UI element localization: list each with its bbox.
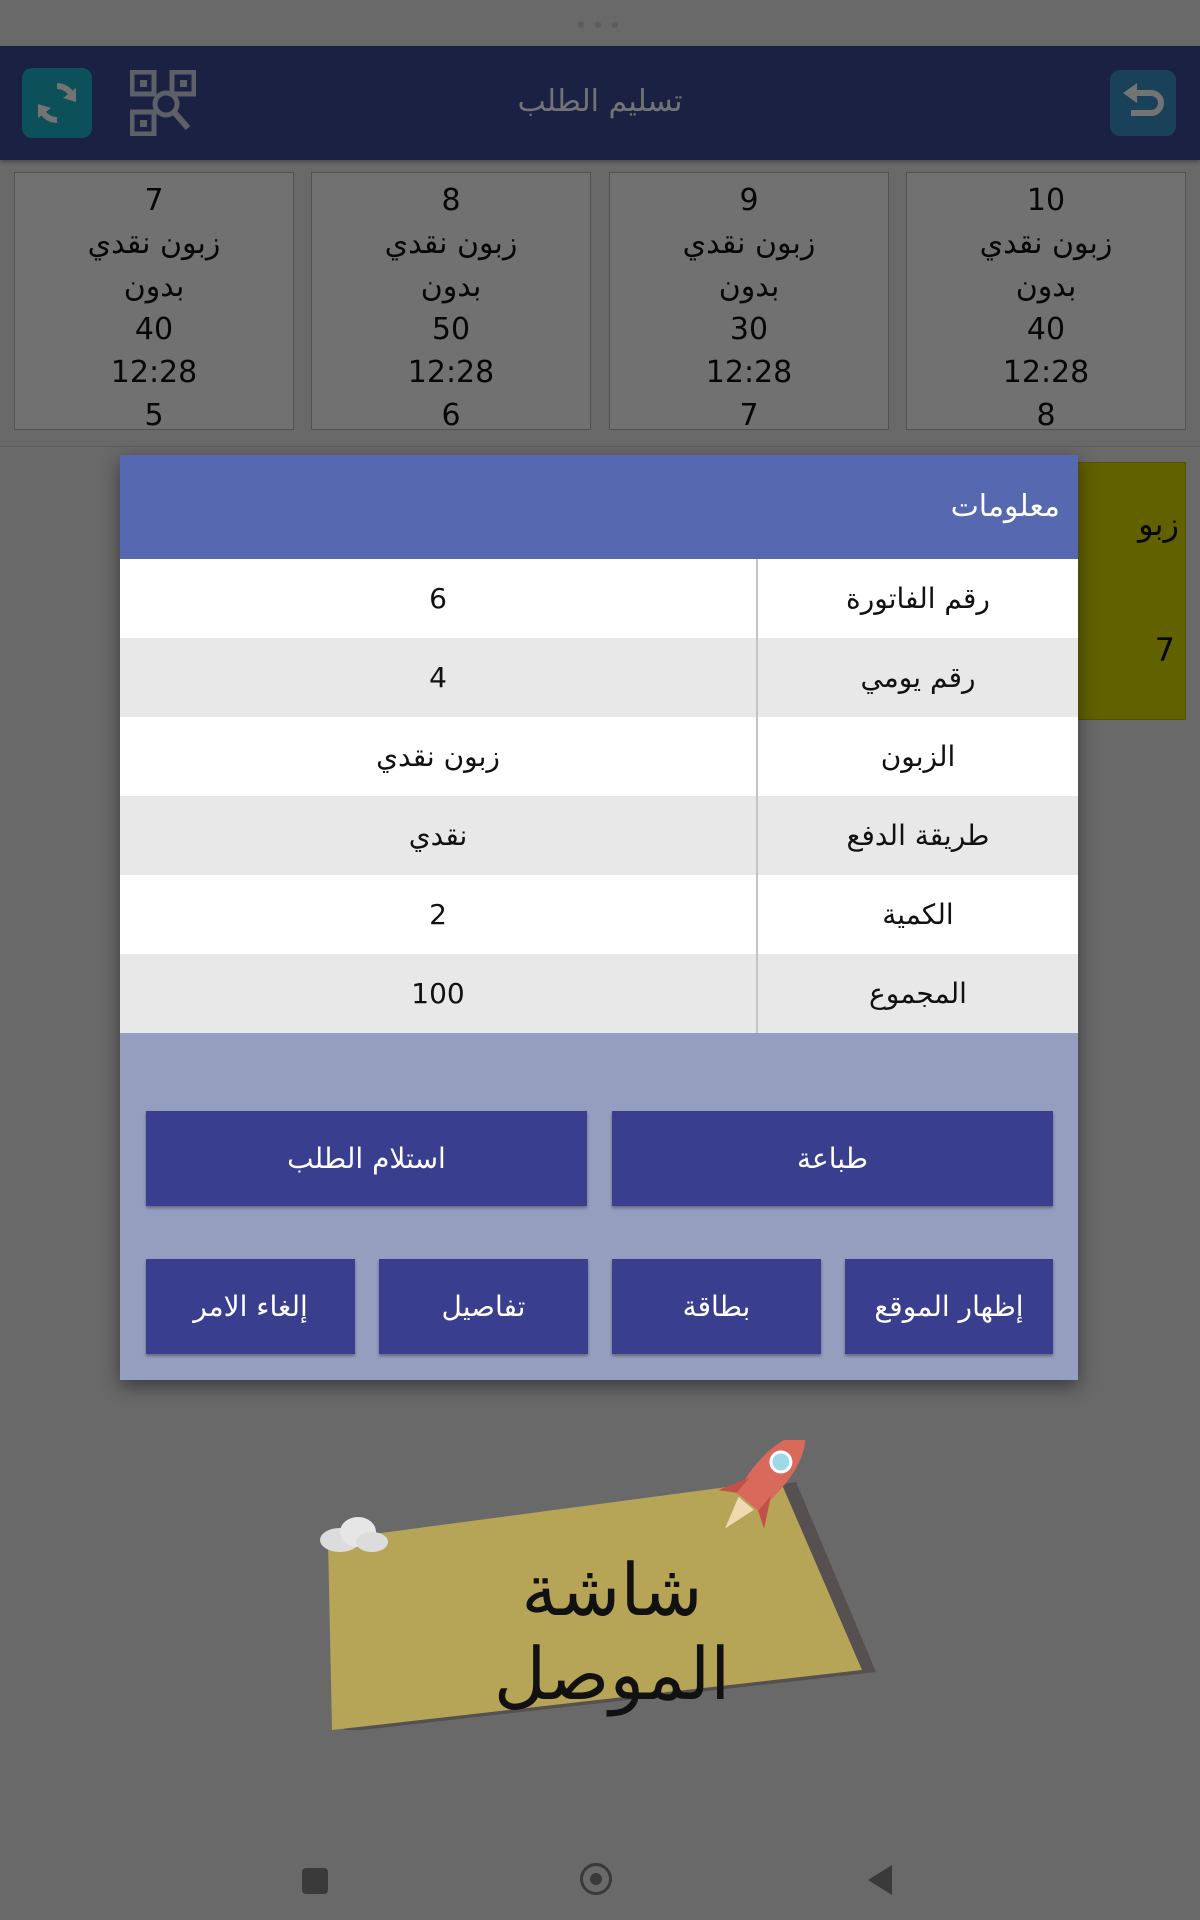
receive-order-button[interactable]: استلام الطلب — [146, 1111, 587, 1206]
cancel-order-button[interactable]: إلغاء الامر — [146, 1259, 355, 1354]
info-label: رقم الفاتورة — [757, 559, 1078, 638]
info-label: المجموع — [757, 954, 1078, 1033]
info-value: زبون نقدي — [376, 740, 500, 773]
table-row — [120, 875, 1078, 954]
info-value: 2 — [429, 898, 447, 931]
table-row — [120, 559, 1078, 638]
recents-icon[interactable] — [302, 1868, 328, 1894]
info-label: الزبون — [757, 717, 1078, 796]
banner-text: شاشة الموصل — [493, 1548, 731, 1716]
show-location-button[interactable]: إظهار الموقع — [845, 1259, 1053, 1354]
table-row — [120, 954, 1078, 1033]
details-button[interactable]: تفاصيل — [379, 1259, 588, 1354]
info-value: نقدي — [408, 819, 468, 852]
info-dialog — [120, 455, 1078, 1380]
print-button[interactable]: طباعة — [612, 1111, 1053, 1206]
info-label: الكمية — [757, 875, 1078, 954]
screen-banner — [310, 1440, 890, 1730]
back-icon[interactable] — [868, 1865, 892, 1895]
card-button[interactable]: بطاقة — [612, 1259, 821, 1354]
system-nav-bar — [0, 1835, 1200, 1920]
info-table — [120, 559, 1078, 1033]
info-label: رقم يومي — [757, 638, 1078, 717]
table-row — [120, 796, 1078, 875]
info-value: 6 — [429, 582, 447, 615]
info-value: 4 — [429, 661, 447, 694]
cloud-icon — [320, 1517, 388, 1552]
table-row — [120, 638, 1078, 717]
dialog-title: معلومات — [950, 489, 1060, 524]
info-label: طريقة الدفع — [757, 796, 1078, 875]
table-row — [120, 717, 1078, 796]
home-icon[interactable] — [580, 1863, 612, 1895]
info-value: 100 — [411, 977, 465, 1010]
dialog-header — [120, 455, 1078, 559]
